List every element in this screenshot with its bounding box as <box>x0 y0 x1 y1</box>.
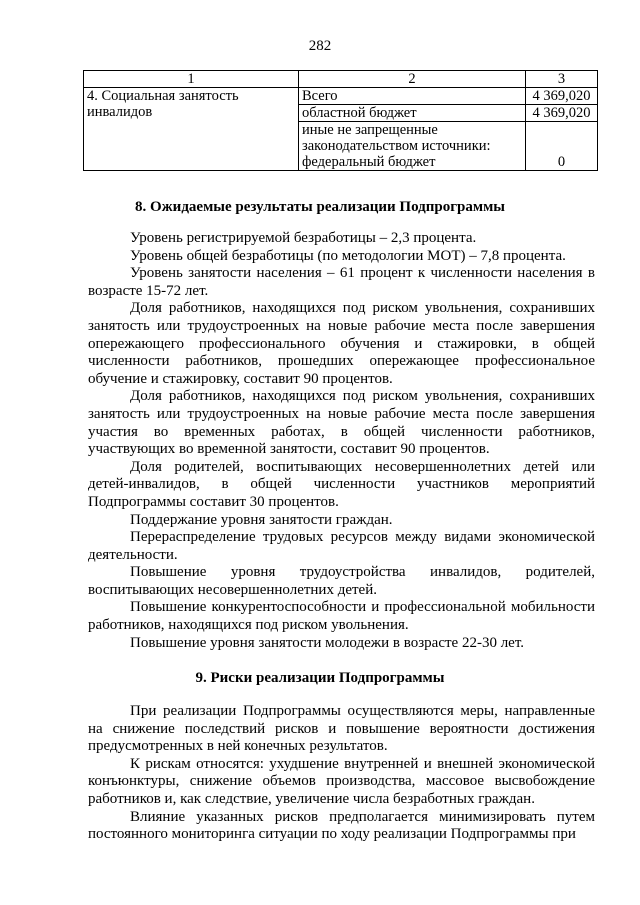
paragraph: Повышение уровня трудоустройства инвалидов, родителей, воспитывающих несовершеннолетних детей. <box>88 564 595 598</box>
page-number: 282 <box>308 38 332 54</box>
funding-table <box>83 70 598 171</box>
table-header-cell: 1 <box>84 71 299 88</box>
amount-cell: 4 369,020 <box>526 105 598 122</box>
section-8-body <box>88 230 595 652</box>
section-9-body <box>88 703 595 844</box>
amount-cell: 0 <box>526 122 598 171</box>
paragraph: Перераспределение трудовых ресурсов между видами экономической деятельности. <box>88 529 595 563</box>
table-header-row <box>84 71 598 88</box>
table-header-cell: 3 <box>526 71 598 88</box>
source-cell: Всего <box>299 88 526 105</box>
paragraph: Доля работников, находящихся под риском увольнения, сохранивших занятость или трудоустроенных на новые рабочие места после завершения участия во временных работах, в общей численности работников, участвующих во временной занятости, составит 90 процентов. <box>88 388 595 458</box>
table-header-cell: 2 <box>299 71 526 88</box>
paragraph: Уровень общей безработицы (по методологии МОТ) – 7,8 процента. <box>130 247 566 264</box>
paragraph: Доля работников, находящихся под риском увольнения, сохранивших занятость или трудоустроенных на новые рабочие места после завершения опережающего профессионального обучения и стажировки, в общей численности работников, прошедших опережающее профессиональное обучение и стажировку, составит 90 процентов. <box>88 300 595 387</box>
paragraph: Уровень регистрируемой безработицы – 2,3 процента. <box>130 230 477 246</box>
program-name-cell: 4. Социальная занятость инвалидов <box>84 88 299 171</box>
paragraph: Поддержание уровня занятости граждан. <box>130 511 393 528</box>
paragraph: Влияние указанных рисков предполагается минимизировать путем постоянного мониторинга ситуации по ходу реализации Подпрограммы при <box>88 808 595 843</box>
paragraph: При реализации Подпрограммы осуществляются меры, направленные на снижение последствий рисков и повышение вероятности достижения предусмотренных в ней конечных результатов. <box>88 703 595 755</box>
paragraph: Уровень занятости населения – 61 процент к численности населения в возрасте 15-72 лет. <box>88 265 595 299</box>
paragraph: Доля родителей, воспитывающих несовершеннолетних детей или детей-инвалидов, в общей численности участников мероприятий Подпрограммы составит 30 процентов. <box>88 458 595 510</box>
paragraph: К рискам относятся: ухудшение внутренней и внешней экономической конъюнктуры, снижение объемов производства, массовое высвобождение работников и, как следствие, увеличение числа безработных граждан. <box>88 755 595 807</box>
section-9-title: 9. Риски реализации Подпрограммы <box>195 670 445 686</box>
table-row <box>84 88 598 105</box>
paragraph: Повышение конкурентоспособности и профессиональной мобильности работников, находящихся под риском увольнения. <box>88 599 595 634</box>
amount-cell: 4 369,020 <box>526 88 598 105</box>
section-8-title: 8. Ожидаемые результаты реализации Подпрограммы <box>134 199 506 215</box>
source-cell: областной бюджет <box>299 105 526 122</box>
paragraph: Повышение уровня занятости молодежи в возрасте 22-30 лет. <box>130 634 525 651</box>
source-cell: иные не запрещенные законодательством источники: федеральный бюджет <box>299 122 526 171</box>
